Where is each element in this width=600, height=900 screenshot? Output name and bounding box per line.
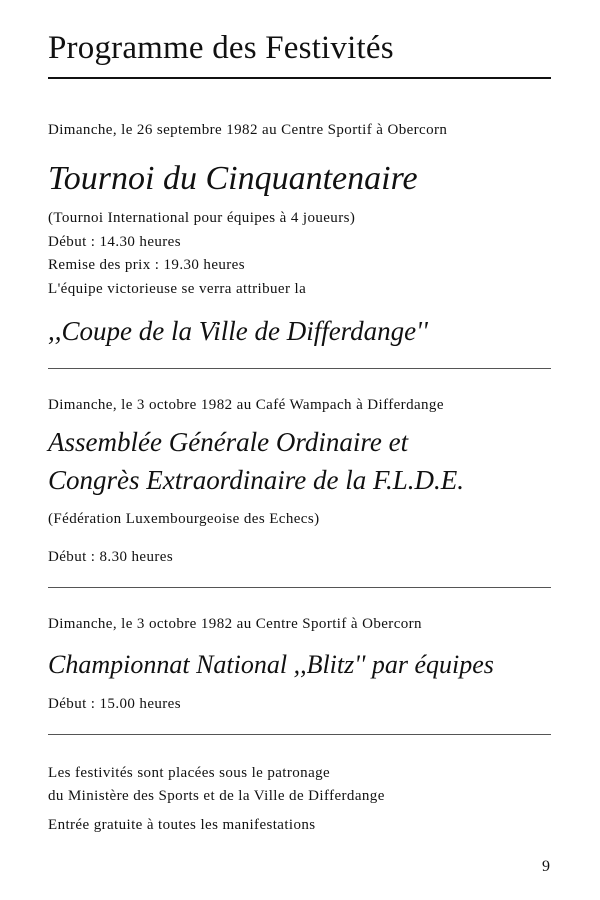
section-divider-2 [48,587,551,588]
event-3-heading: Championnat National ,,Blitz'' par équipes [48,650,494,679]
event-1-trophy: ,,Coupe de la Ville de Differdange'' [48,316,428,346]
event-1-detail-4: L'équipe victorieuse se verra attribuer la [48,281,307,297]
patronage-line-1: Les festivités sont placées sous le patronage [48,765,331,781]
event-2-detail-1: (Fédération Luxembourgeoise des Echecs) [48,511,320,527]
event-3-date-line: Dimanche, le 3 octobre 1982 au Centre Sportif à Obercorn [48,616,422,632]
event-3-detail-1: Début : 15.00 heures [48,696,181,712]
event-1-detail-2: Début : 14.30 heures [48,234,181,250]
section-divider-1 [48,368,551,369]
event-1-date-line: Dimanche, le 26 septembre 1982 au Centre Sportif à Obercorn [48,122,448,138]
event-2-date-line: Dimanche, le 3 octobre 1982 au Café Wampach à Differdange [48,397,444,413]
event-1-heading: Tournoi du Cinquantenaire [48,160,418,197]
section-divider-3 [48,734,551,735]
event-2-heading-line-2: Congrès Extraordinaire de la F.L.D.E. [48,465,464,495]
entry-note: Entrée gratuite à toutes les manifestations [48,817,316,833]
page-title: Programme des Festivités [48,30,394,66]
event-2-detail-2: Début : 8.30 heures [48,549,174,565]
event-2-heading-line-1: Assemblée Générale Ordinaire et [48,427,409,457]
patronage-line-2: du Ministère des Sports et de la Ville de Differdange [48,788,385,804]
event-1-detail-1: (Tournoi International pour équipes à 4 joueurs) [48,210,356,226]
page-number: 9 [542,858,550,875]
event-1-detail-3: Remise des prix : 19.30 heures [48,257,245,273]
title-rule [48,77,551,79]
